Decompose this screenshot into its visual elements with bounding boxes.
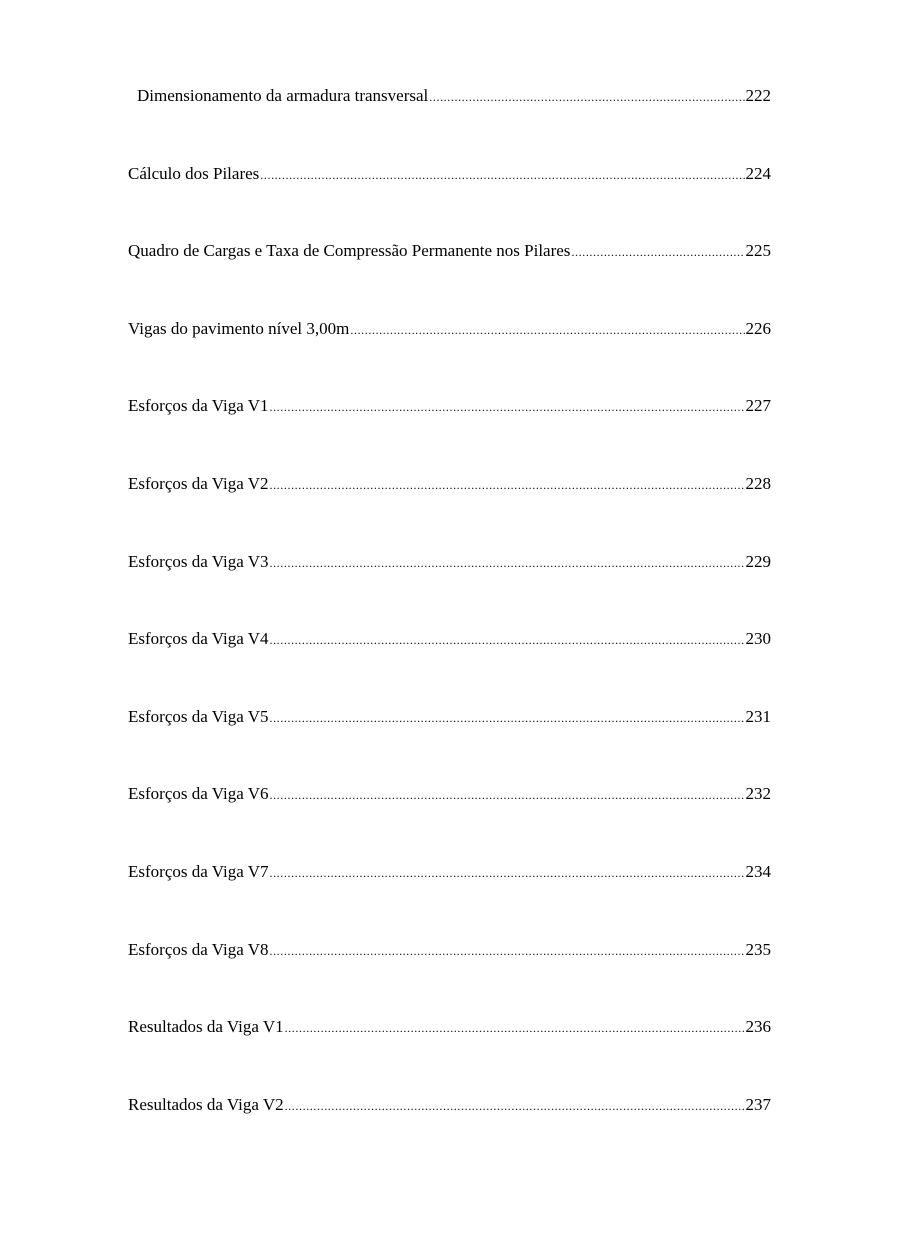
toc-entry-title: Esforços da Viga V5 — [128, 706, 269, 726]
toc-entry[interactable] — [128, 317, 771, 395]
toc-entry[interactable] — [128, 860, 771, 938]
toc-entry[interactable] — [128, 1093, 771, 1171]
toc-page-number: 231 — [745, 706, 771, 726]
toc-entry[interactable] — [128, 550, 771, 628]
toc-page-number: 224 — [745, 163, 771, 183]
toc-entry[interactable] — [128, 162, 771, 240]
toc-page-number: 235 — [745, 939, 771, 959]
toc-entry-title: Resultados da Viga V2 — [128, 1094, 284, 1114]
toc-page-number: 237 — [745, 1094, 771, 1114]
toc-entry[interactable] — [128, 627, 771, 705]
toc-page-number: 229 — [745, 551, 771, 571]
toc-dot-leader — [429, 85, 744, 109]
toc-entry-title: Esforços da Viga V2 — [128, 473, 269, 493]
toc-entry[interactable] — [128, 938, 771, 1016]
toc-entry-title: Quadro de Cargas e Taxa de Compressão Permanente nos Pilares — [128, 241, 571, 261]
toc-entry-title: Esforços da Viga V3 — [128, 551, 269, 571]
toc-page-number: 222 — [745, 86, 771, 105]
toc-dot-leader — [269, 939, 744, 963]
toc-dot-leader — [269, 551, 744, 575]
toc-entry-title: Esforços da Viga V1 — [128, 396, 269, 416]
toc-page-number: 232 — [745, 784, 771, 804]
toc-entry-title: Dimensionamento da armadura transversal — [137, 86, 429, 105]
toc-dot-leader — [350, 318, 744, 342]
toc-page-number: 228 — [745, 473, 771, 493]
toc-page-number: 225 — [745, 241, 771, 261]
toc-entry-title: Cálculo dos Pilares — [128, 163, 260, 183]
toc-entry[interactable] — [128, 1015, 771, 1093]
toc-dot-leader — [285, 1094, 745, 1118]
toc-entry[interactable] — [128, 84, 771, 162]
toc-entry[interactable] — [128, 705, 771, 783]
toc-dot-leader — [269, 395, 744, 419]
toc-dot-leader — [260, 163, 744, 187]
toc-entry-title: Esforços da Viga V8 — [128, 939, 269, 959]
toc-dot-leader — [269, 473, 744, 497]
toc-page-number: 234 — [745, 861, 771, 881]
toc-entry-title: Esforços da Viga V6 — [128, 784, 269, 804]
toc-dot-leader — [269, 783, 744, 807]
toc-entry-title: Vigas do pavimento nível 3,00m — [128, 318, 350, 338]
toc-entry[interactable] — [128, 782, 771, 860]
toc-entry[interactable] — [128, 472, 771, 550]
toc-page-number: 227 — [745, 396, 771, 416]
toc-entry-title: Esforços da Viga V7 — [128, 861, 269, 881]
toc-entry[interactable] — [128, 239, 771, 317]
toc-dot-leader — [571, 240, 744, 264]
toc-page-number: 236 — [745, 1017, 771, 1037]
toc-dot-leader — [269, 706, 744, 730]
table-of-contents — [128, 84, 771, 1170]
toc-entry-title: Resultados da Viga V1 — [128, 1017, 284, 1037]
toc-page-number: 230 — [745, 629, 771, 649]
toc-entry[interactable] — [128, 394, 771, 472]
toc-entry-title: Esforços da Viga V4 — [128, 629, 269, 649]
toc-page-number: 226 — [745, 318, 771, 338]
toc-dot-leader — [269, 628, 744, 652]
toc-dot-leader — [285, 1016, 745, 1040]
toc-dot-leader — [269, 861, 744, 885]
